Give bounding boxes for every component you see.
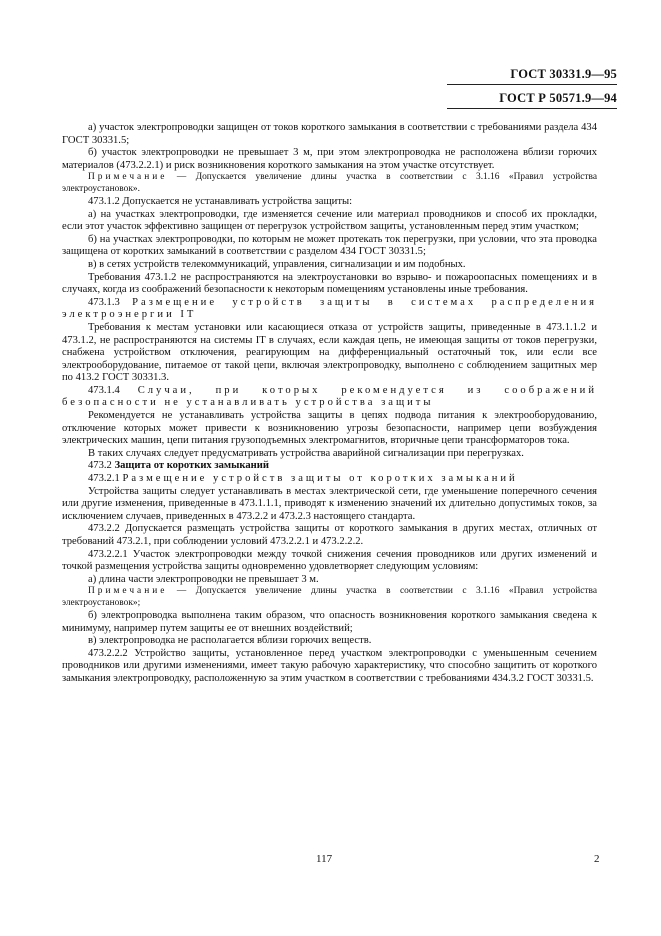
- paragraph: Требования к местам установки или касающиеся отказа от устройств защиты, приведенные в 473.1.1.2 и 473.1.2, не распространяются на системы IT в случаях, если каждая цепь, не имеющая защиты от токов перегрузки, снабжена устройством отключения, реагирующим на дифференциальный остаточный ток, или если все электрооборудование, питаемое от такой цепи, включая электропроводку, выполнено с соблюдением защитных мер по 413.2 ГОСТ 30331.3.: [62, 321, 597, 384]
- paragraph: 473.2.2 Допускается размещать устройства защиты от короткого замыкания в других местах, отличных от требований 473.2.1, при соблюдении условий 473.2.2.1 и 473.2.2.2.: [62, 523, 597, 547]
- paragraph: а) на участках электропроводки, где изменяется сечение или материал проводников и способ их прокладки, если этот участок эффективно защищен от перегрузок устройством защиты, установленным перед этим участком;: [62, 208, 597, 233]
- paragraph: в) электропроводка не располагается вблизи горючих веществ.: [88, 635, 372, 647]
- sheet-number: 2: [594, 853, 600, 865]
- standard-number-1: ГОСТ 30331.9—95: [510, 67, 617, 81]
- section-title: Защита от коротких замыканий: [114, 460, 269, 472]
- paragraph: 473.1.2 Допускается не устанавливать устройства защиты:: [88, 195, 353, 207]
- section-number: 473.1.3: [88, 296, 133, 308]
- paragraph: 473.2.2.2 Устройство защиты, установленное перед участком электропроводки с уменьшенным сечением проводников или другими изменениями, имеет такую рабочую характеристику, что способно защитить от короткого замыкания электропроводку, расположенную за этим участком в соответствии с требованиями 434.3.2 ГОСТ 30331.5.: [62, 647, 597, 684]
- section-heading: [62, 473, 597, 486]
- paragraph: в) в сетях устройств телекоммуникаций, управления, сигнализации и им подобных.: [88, 258, 466, 270]
- header-rule-2: [447, 108, 617, 109]
- section-title: Случаи, при которых рекомендуется из соображений безопасности не устанавливать устройства защиты: [62, 384, 597, 409]
- note-text: — Допускается увеличение длины участка в соответствии с 3.1.16 «Правил устройства электроустановок»;: [62, 586, 597, 609]
- section-title: Размещение устройств защиты от коротких замыканий: [122, 473, 518, 485]
- paragraph: Требования 473.1.2 не распространяются на электроустановки во взрыво- и пожароопасных помещениях и в случаях, когда из соображений безопасности к некоторым помещениям установлены иные требования.: [62, 271, 597, 296]
- paragraph: б) на участках электропроводки, по которым не может протекать ток перегрузки, при условии, что эта проводка защищена от коротких замыканий в соответствии с разделом 434 ГОСТ 30331.5;: [62, 233, 597, 258]
- paragraph: Устройства защиты следует устанавливать в местах электрической сети, где уменьшение поперечного сечения или другие изменения, приведенные в 473.1.1.1, приводят к изменению значений их длительно допустимых токов, за исключением случаев, приведенных в 473.2.2 и 473.2.3 настоящего стандарта.: [62, 485, 597, 522]
- section-number: 473.2: [88, 460, 115, 472]
- paragraph: а) участок электропроводки защищен от токов короткого замыкания в соответствии с требованиями раздела 434 ГОСТ 30331.5;: [62, 122, 597, 146]
- paragraph: В таких случаях следует предусматривать устройства аварийной сигнализации при перегрузках.: [88, 447, 524, 459]
- section-heading: [62, 460, 597, 473]
- section-title: Размещение устройств защиты в системах распределения электроэнергии IT: [62, 296, 597, 321]
- note: [62, 172, 597, 196]
- section-heading: [62, 297, 597, 322]
- page-number: 117: [316, 853, 333, 865]
- document-body: [62, 122, 597, 686]
- section-heading: [62, 385, 597, 410]
- header-rule-1: [447, 84, 617, 85]
- section-number: 473.2.1: [88, 473, 123, 485]
- note-label: Примечание: [88, 586, 168, 597]
- section-number: 473.1.4: [88, 384, 138, 396]
- paragraph: 473.2.2.1 Участок электропроводки между точкой снижения сечения проводников или других изменений и точкой размещения устройства защиты одновременно удовлетворяет следующим условиям:: [62, 548, 597, 573]
- paragraph: б) участок электропроводки не превышает 3 м, при этом электропроводка не расположена вблизи горючих материалов (473.2.2.1) и риск возникновения короткого замыкания на этом участке отсутствует.: [62, 147, 597, 171]
- paragraph: а) длина части электропроводки не превышает 3 м.: [88, 573, 319, 585]
- note-label: Примечание: [88, 172, 168, 183]
- paragraph: б) электропроводка выполнена таким образом, что опасность возникновения короткого замыкания сведена к минимуму, например путем защиты ее от внешних воздействий;: [62, 609, 597, 634]
- note: [62, 586, 597, 610]
- note-text: — Допускается увеличение длины участка в соответствии с 3.1.16 «Правил устройства электроустановок».: [62, 172, 597, 195]
- paragraph: Рекомендуется не устанавливать устройства защиты в цепях подвода питания к электрооборудованию, отключение которых может привести к возникновению угрозы безопасности, например цепи возбуждения электрических машин, цепи питания грузоподъемных электромагнитов, вторичные цепи трансформаторов тока.: [62, 410, 597, 447]
- standard-number-2: ГОСТ Р 50571.9—94: [499, 91, 617, 105]
